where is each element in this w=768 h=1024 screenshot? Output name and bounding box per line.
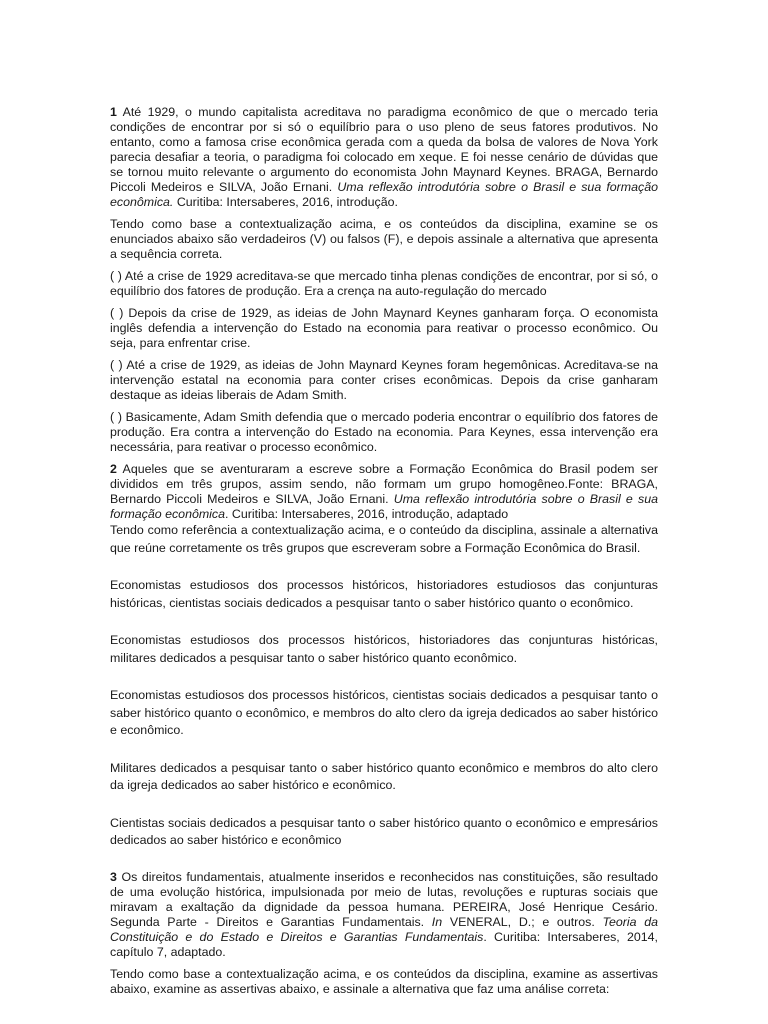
question-1-context: 1 Até 1929, o mundo capitalista acreditava no paradigma econômico de que o mercado teria condições de encontrar por si só o equilíbrio para o uso pleno de seus fatores produtivos. No entanto, como a famosa crise econômica gerada com a queda da bolsa de valores de Nova York parecia desafiar a teoria, o paradigma foi colocado em xeque. E foi nesse cenário de dúvidas que se tornou muito relevante o argumento do economista John Maynard Keynes. BRAGA, Bernardo Piccoli Medeiros e SILVA, João Ernani. Uma reflexão introdutória sobre o Brasil e sua formação econômica. Curitiba: Intersaberes, 2016, introdução.	[110, 105, 658, 209]
question-1-instruction: Tendo como base a contextualização acima, e os conteúdos da disciplina, examine se os enunciados abaixo são verdadeiros (V) ou falsos (F), e depois assinale a alternativa que apresenta a sequência correta.	[110, 217, 658, 261]
question-2-option-3[interactable]: Economistas estudiosos dos processos históricos, cientistas sociais dedicados a pesquisar tanto o saber histórico quanto o econômico, e membros do alto clero da igreja dedicados ao saber histórico e econômico.	[110, 688, 658, 737]
question-2-option-1[interactable]: Economistas estudiosos dos processos históricos, historiadores estudiosos das conjunturas históricas, cientistas sociais dedicados a pesquisar tanto o saber histórico quanto o econômico.	[110, 578, 658, 610]
question-3-book-title: Teoria da Constituição e do Estado e Direitos e Garantias Fundamentais	[110, 914, 658, 944]
question-1-statement-1: ( ) Até a crise de 1929 acreditava-se que mercado tinha plenas condições de encontrar, por si só, o equilíbrio dos fatores de produção. Era a crença na auto-regulação do mercado	[110, 269, 658, 298]
question-1-number: 1	[110, 105, 117, 119]
question-2-context: 2 Aqueles que se aventuraram a escreve sobre a Formação Econômica do Brasil podem ser divididos em três grupos, assim sendo, não formam um grupo homogêneo.Fonte: BRAGA, Bernardo Piccoli Medeiros e SILVA, João Ernani. Uma reflexão introdutória sobre o Brasil e sua formação econômica. Curitiba: Intersaberes, 2016, introdução, adaptado	[110, 462, 658, 521]
question-2-number: 2	[110, 462, 117, 476]
question-2-option-4[interactable]: Militares dedicados a pesquisar tanto o saber histórico quanto econômico e membros do alto clero da igreja dedicados ao saber histórico e econômico.	[110, 760, 658, 792]
question-3-number: 3	[110, 869, 117, 884]
question-3-context: 3 Os direitos fundamentais, atualmente inseridos e reconhecidos nas constituições, são resultado de uma evolução histórica, impulsionada por meio de lutas, revoluções e rupturas sociais que miravam a exaltação da dignidade da pessoa humana. PEREIRA, José Henrique Cesário. Segunda Parte - Direitos e Garantias Fundamentais. In VENERAL, D.; e outros. Teoria da Constituição e do Estado e Direitos e Garantias Fundamentais. Curitiba: Intersaberes, 2014, capítulo 7, adaptado.	[110, 869, 658, 959]
question-2-option-2[interactable]: Economistas estudiosos dos processos históricos, historiadores das conjunturas históricas, militares dedicados a pesquisar tanto o saber histórico quanto econômico.	[110, 633, 658, 665]
question-1-book-title: Uma reflexão introdutória sobre o Brasil e sua formação econômica.	[110, 180, 658, 209]
question-2-option-5[interactable]: Cientistas sociais dedicados a pesquisar tanto o saber histórico quanto o econômico e empresários dedicados ao saber histórico e econômico	[110, 815, 658, 847]
question-3-instruction: Tendo como base a contextualização acima, e os conteúdos da disciplina, examine as assertivas abaixo, examine as assertivas abaixo, e assinale a alternativa que faz uma análise correta:	[110, 966, 658, 996]
question-2-instruction: Tendo como referência a contextualização acima, e o conteúdo da disciplina, assinale a alternativa que reúne corretamente os três grupos que escreveram sobre a Formação Econômica do Brasil.	[110, 523, 658, 555]
question-1-statement-3: ( ) Até a crise de 1929, as ideias de John Maynard Keynes foram hegemônicas. Acreditava-se na intervenção estatal na economia para conter crises econômicas. Depois da crise ganharam destaque as ideias liberais de Adam Smith.	[110, 358, 658, 402]
question-1-statement-4: ( ) Basicamente, Adam Smith defendia que o mercado poderia encontrar o equilíbrio dos fatores de produção. Era contra a intervenção do Estado na economia. Para Keynes, essa intervenção era necessária, para reativar o processo econômico.	[110, 410, 658, 454]
question-2-book-title: Uma reflexão introdutória sobre o Brasil e sua formação econômica	[110, 492, 658, 521]
question-1-statement-2: ( ) Depois da crise de 1929, as ideias de John Maynard Keynes ganharam força. O economista inglês defendia a intervenção do Estado na economia para reativar o processo econômico. Ou seja, para enfrentar crise.	[110, 306, 658, 350]
